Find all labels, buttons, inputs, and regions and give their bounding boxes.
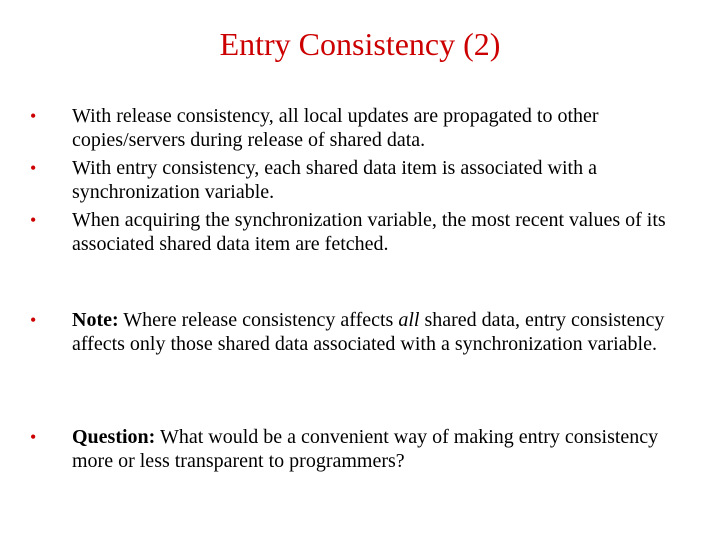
note-text-before: Where release consistency affects xyxy=(118,309,399,331)
bullet-marker: • xyxy=(30,210,37,230)
bullet-marker: • xyxy=(30,427,37,447)
bullet-marker: • xyxy=(30,106,37,126)
note-emphasis: all xyxy=(398,309,420,331)
question-text: What would be a convenient way of making entry consistency more or less transparent to programmers? xyxy=(72,426,659,472)
slide-title: Entry Consistency (2) xyxy=(219,26,501,62)
note-label: Note: xyxy=(72,309,119,331)
bullet-text: With release consistency, all local updates are propagated to other copies/servers during release of shared data. xyxy=(72,105,599,151)
note-item xyxy=(30,308,680,356)
bullet-item xyxy=(30,104,680,152)
note-text-after: shared data, entry consistency affects only those shared data associated with a synchronization variable. xyxy=(72,309,665,355)
bullet-marker: • xyxy=(30,310,37,330)
bullet-marker: • xyxy=(30,158,37,178)
bullet-list xyxy=(30,104,680,260)
question-item xyxy=(30,425,680,473)
note-list xyxy=(30,308,680,356)
bullet-item xyxy=(30,208,680,256)
bullet-text: With entry consistency, each shared data item is associated with a synchronization variable. xyxy=(72,157,597,203)
question-label: Question: xyxy=(72,426,156,448)
bullet-item xyxy=(30,156,680,204)
question-list xyxy=(30,425,680,473)
bullet-text: When acquiring the synchronization variable, the most recent values of its associated shared data item are fetched. xyxy=(72,209,666,255)
